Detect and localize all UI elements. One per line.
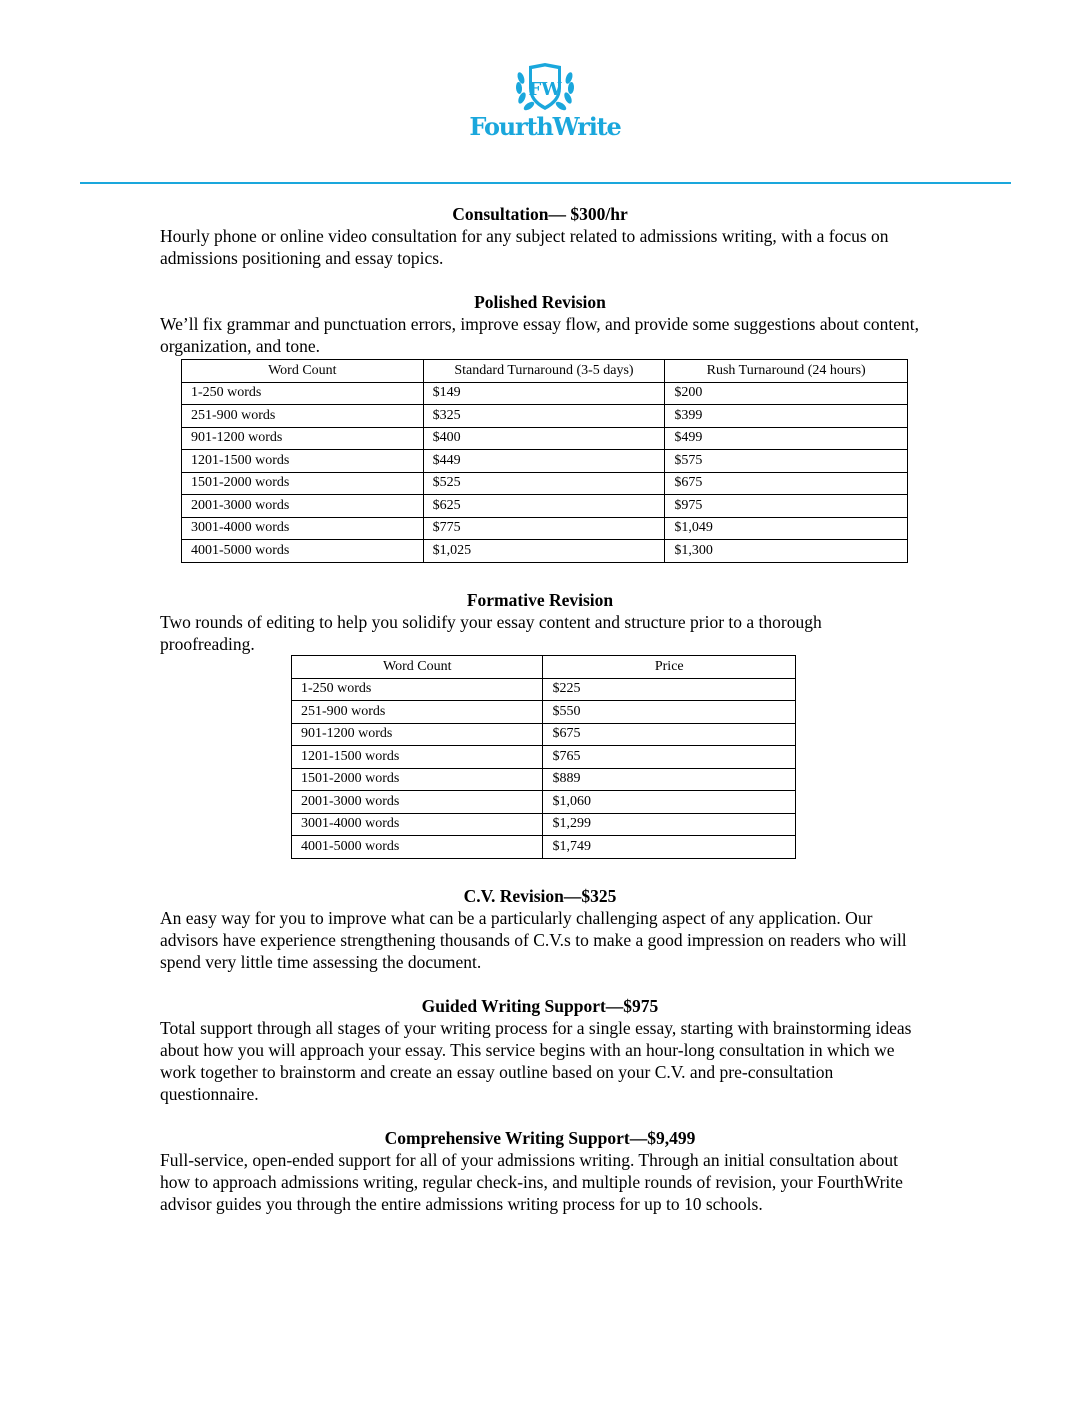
- word-count-cell: 1201-1500 words: [292, 746, 543, 769]
- guided-writing-section: [160, 995, 920, 1105]
- word-count-cell: 1501-2000 words: [182, 472, 424, 495]
- comprehensive-writing-section: [160, 1127, 920, 1215]
- cv-revision-description: An easy way for you to improve what can be a particularly challenging aspect of any application. Our advisors have experience strengthening thousands of C.V.s to make a good impression on readers who will spend very little time assessing the document.: [160, 908, 907, 972]
- rush-price-cell: $975: [665, 495, 908, 518]
- table-row: [182, 517, 908, 540]
- formative-revision-price-table: [291, 655, 796, 859]
- rush-price-cell: $399: [665, 405, 908, 428]
- table-row: [292, 768, 796, 791]
- standard-price-cell: $449: [423, 450, 665, 473]
- rush-price-cell: $575: [665, 450, 908, 473]
- rush-price-cell: $499: [665, 427, 908, 450]
- column-header-rush: Rush Turnaround (24 hours): [665, 360, 908, 383]
- cv-revision-section: [160, 885, 920, 973]
- comprehensive-writing-description: Full-service, open-ended support for all of your admissions writing. Through an initial consultation about how to approach admissions writing, regular check-ins, and multiple rounds of revision, your FourthWrite advisor guides you through the entire admissions writing process for up to 10 schools.: [160, 1150, 903, 1214]
- price-cell: $550: [543, 701, 796, 724]
- table-row: [292, 701, 796, 724]
- guided-writing-description: Total support through all stages of your writing process for a single essay, starting with brainstorming ideas about how you will approach your essay. This service begins with an hour-long consultation in which we work together to brainstorm and create an essay outline based on your C.V. and pre-consultation questionnaire.: [160, 1018, 912, 1104]
- price-cell: $765: [543, 746, 796, 769]
- formative-revision-description: Two rounds of editing to help you solidify your essay content and structure prior to a thorough proofreading.: [160, 612, 822, 654]
- brand-name: FourthWrite: [469, 112, 621, 141]
- table-row: [292, 746, 796, 769]
- word-count-cell: 1-250 words: [292, 678, 543, 701]
- table-row: [182, 540, 908, 563]
- column-header-word-count: Word Count: [182, 360, 424, 383]
- formative-revision-title: Formative Revision: [466, 590, 614, 610]
- column-header-word-count: Word Count: [292, 656, 543, 679]
- table-row: [182, 382, 908, 405]
- consultation-section: [160, 203, 920, 269]
- table-row: [292, 813, 796, 836]
- table-header-row: [182, 360, 908, 383]
- word-count-cell: 3001-4000 words: [182, 517, 424, 540]
- standard-price-cell: $400: [423, 427, 665, 450]
- polished-revision-title: Polished Revision: [474, 292, 606, 312]
- laurel-shield-crest-icon: [513, 62, 577, 114]
- guided-writing-title: Guided Writing Support—$975: [421, 996, 659, 1016]
- price-cell: $675: [543, 723, 796, 746]
- price-cell: $1,749: [543, 836, 796, 859]
- standard-price-cell: $625: [423, 495, 665, 518]
- table-row: [182, 495, 908, 518]
- price-cell: $889: [543, 768, 796, 791]
- table-row: [182, 450, 908, 473]
- column-header-price: Price: [543, 656, 796, 679]
- word-count-cell: 4001-5000 words: [292, 836, 543, 859]
- table-row: [182, 427, 908, 450]
- word-count-cell: 251-900 words: [292, 701, 543, 724]
- rush-price-cell: $675: [665, 472, 908, 495]
- word-count-cell: 3001-4000 words: [292, 813, 543, 836]
- word-count-cell: 901-1200 words: [182, 427, 424, 450]
- standard-price-cell: $525: [423, 472, 665, 495]
- rush-price-cell: $1,300: [665, 540, 908, 563]
- table-row: [292, 836, 796, 859]
- polished-revision-section: [160, 291, 920, 357]
- standard-price-cell: $1,025: [423, 540, 665, 563]
- comprehensive-writing-title: Comprehensive Writing Support—$9,499: [384, 1128, 696, 1148]
- word-count-cell: 1-250 words: [182, 382, 424, 405]
- price-cell: $225: [543, 678, 796, 701]
- lower-sections: [160, 885, 920, 1237]
- consultation-description: Hourly phone or online video consultation for any subject related to admissions writing, with a focus on admissions positioning and essay topics.: [160, 226, 889, 268]
- standard-price-cell: $325: [423, 405, 665, 428]
- svg-text:FW: FW: [528, 79, 562, 100]
- rush-price-cell: $200: [665, 382, 908, 405]
- table-row: [292, 678, 796, 701]
- consultation-title: Consultation— $300/hr: [452, 204, 628, 224]
- polished-revision-description: We’ll fix grammar and punctuation errors, improve essay flow, and provide some suggestions about content, organization, and tone.: [160, 314, 920, 356]
- table-row: [182, 472, 908, 495]
- formative-revision-section: [160, 589, 920, 655]
- price-cell: $1,299: [543, 813, 796, 836]
- standard-price-cell: $775: [423, 517, 665, 540]
- word-count-cell: 901-1200 words: [292, 723, 543, 746]
- header-divider: [80, 182, 1011, 184]
- word-count-cell: 4001-5000 words: [182, 540, 424, 563]
- document-body: [160, 203, 920, 357]
- table-row: [182, 405, 908, 428]
- polished-revision-price-table: [181, 359, 908, 563]
- cv-revision-title: C.V. Revision—$325: [463, 886, 617, 906]
- word-count-cell: 2001-3000 words: [182, 495, 424, 518]
- table-row: [292, 791, 796, 814]
- word-count-cell: 1201-1500 words: [182, 450, 424, 473]
- word-count-cell: 1501-2000 words: [292, 768, 543, 791]
- brand-logo: [440, 62, 650, 142]
- table-header-row: [292, 656, 796, 679]
- table-row: [292, 723, 796, 746]
- column-header-standard: Standard Turnaround (3-5 days): [423, 360, 665, 383]
- price-cell: $1,060: [543, 791, 796, 814]
- word-count-cell: 251-900 words: [182, 405, 424, 428]
- rush-price-cell: $1,049: [665, 517, 908, 540]
- standard-price-cell: $149: [423, 382, 665, 405]
- word-count-cell: 2001-3000 words: [292, 791, 543, 814]
